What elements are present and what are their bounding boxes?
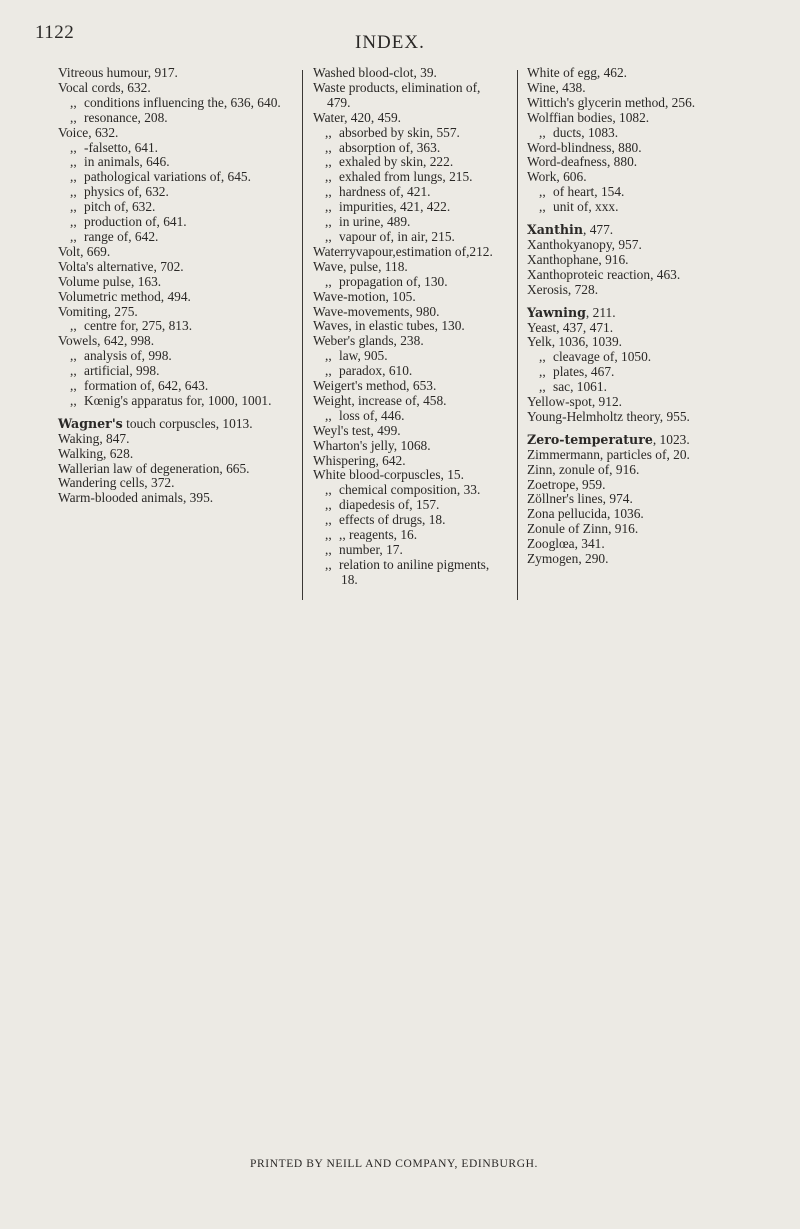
index-entry-text: Zinn, zonule of, 916.: [527, 461, 640, 477]
index-entry-text: relation to aniline pigments, 18.: [339, 556, 490, 587]
index-column-1: [58, 66, 296, 506]
ditto-mark: ,,: [325, 154, 332, 170]
index-subentry: [313, 558, 499, 588]
index-column-3: [527, 66, 767, 567]
index-headword: Zero-temperature: [527, 431, 653, 447]
index-entry: [58, 126, 296, 141]
index-entry: [58, 81, 296, 96]
ditto-mark: ,,: [70, 139, 77, 155]
index-entry: [527, 223, 767, 238]
index-entry-text: number, 17.: [339, 542, 403, 557]
ditto-mark: ,,: [539, 184, 546, 200]
index-entry-text: plates, 467.: [553, 364, 615, 380]
index-entry: [58, 417, 296, 432]
index-entry-text: , 211.: [585, 304, 616, 320]
index-subentry: [527, 365, 767, 380]
index-entry: [313, 66, 499, 81]
index-entry-text: Word-blindness, 880.: [527, 139, 642, 155]
index-entry-text: loss of, 446.: [339, 407, 405, 423]
index-entry-text: Wallerian law of degeneration, 665.: [58, 460, 250, 476]
index-entry-text: Vowels, 642, 998.: [58, 333, 155, 349]
index-headword: Xanthin: [527, 222, 584, 238]
ditto-mark: ,,: [325, 407, 332, 423]
index-entry-text: vapour of, in air, 215.: [339, 228, 455, 244]
index-entry-text: Volume pulse, 163.: [58, 273, 162, 289]
index-subentry: [58, 394, 296, 409]
index-entry: [527, 492, 767, 507]
index-entry: [58, 432, 296, 447]
index-entry-text: Warm-blooded animals, 395.: [58, 490, 214, 506]
index-subentry: [58, 185, 296, 200]
index-entry-text: artificial, 998.: [84, 363, 160, 379]
index-subentry: [313, 126, 499, 141]
index-entry: [527, 238, 767, 253]
index-entry-text: Zöllner's lines, 974.: [527, 491, 633, 507]
index-subentry: [58, 141, 296, 156]
index-subentry: [527, 380, 767, 395]
index-entry-text: White of egg, 462.: [527, 65, 628, 80]
index-entry-text: effects of drugs, 18.: [339, 512, 446, 528]
index-entry: [313, 439, 499, 454]
index-entry-text: analysis of, 998.: [84, 348, 172, 364]
index-entry: [527, 81, 767, 96]
ditto-mark: ,,: [325, 169, 332, 185]
index-entry-text: resonance, 208.: [84, 109, 168, 125]
index-subentry: [313, 275, 499, 290]
index-subentry: [58, 200, 296, 215]
ditto-mark: ,,: [325, 228, 332, 244]
index-entry: [58, 275, 296, 290]
index-entry-text: Washed blood-clot, 39.: [313, 65, 437, 80]
index-subentry: [313, 141, 499, 156]
index-subentry: [313, 543, 499, 558]
ditto-mark: ,,: [539, 124, 546, 140]
index-subentry: [58, 170, 296, 185]
index-entry-text: Yellow-spot, 912.: [527, 394, 622, 410]
index-entry-text: hardness of, 421.: [339, 184, 431, 200]
ditto-mark: ,,: [70, 214, 77, 230]
ditto-mark: ,,: [70, 199, 77, 215]
ditto-mark: ,,: [70, 169, 77, 185]
ditto-mark: ,,: [70, 363, 77, 379]
index-entry-text: physics of, 632.: [84, 184, 169, 200]
index-entry-text: Vitreous humour, 917.: [58, 65, 178, 80]
index-entry-text: Waking, 847.: [58, 430, 130, 446]
index-entry-text: Wine, 438.: [527, 79, 586, 95]
index-subentry: [58, 111, 296, 126]
ditto-mark: ,,: [70, 348, 77, 364]
index-entry: [313, 379, 499, 394]
index-entry: [313, 290, 499, 305]
ditto-mark: ,,: [70, 184, 77, 200]
index-entry-text: chemical composition, 33.: [339, 482, 481, 498]
index-entry: [527, 448, 767, 463]
index-entry: [527, 268, 767, 283]
ditto-mark: ,,: [325, 214, 332, 230]
index-entry-text: production of, 641.: [84, 214, 187, 230]
index-subentry: [58, 215, 296, 230]
index-entry-text: law, 905.: [339, 348, 388, 364]
index-entry-text: Wolffian bodies, 1082.: [527, 109, 650, 125]
ditto-mark: ,,: [325, 348, 332, 364]
index-entry: [527, 306, 767, 321]
index-subentry: [313, 230, 499, 245]
index-entry-text: unit of, xxx.: [553, 199, 619, 215]
index-entry-text: Kœnig's apparatus for, 1000, 1001.: [84, 392, 272, 408]
column-rule: [517, 70, 518, 600]
index-entry: [527, 552, 767, 567]
index-entry-text: in animals, 646.: [84, 154, 170, 170]
index-entry-text: conditions influencing the, 636, 640.: [84, 94, 281, 110]
index-entry-text: White blood-corpuscles, 15.: [313, 467, 464, 483]
index-entry-text: Zooglœa, 341.: [527, 536, 605, 552]
index-entry-text: impurities, 421, 422.: [339, 199, 451, 215]
ditto-mark: ,,: [325, 184, 332, 200]
index-entry: [313, 424, 499, 439]
index-entry-text: Zimmermann, particles of, 20.: [527, 446, 690, 462]
ditto-mark: ,,: [325, 527, 332, 543]
index-entry-text: Word-deafness, 880.: [527, 154, 638, 170]
ditto-mark: ,,: [325, 512, 332, 528]
ditto-mark: ,,: [539, 379, 546, 395]
index-subentry: [313, 498, 499, 513]
ditto-mark: ,,: [70, 228, 77, 244]
index-subentry: [313, 185, 499, 200]
index-entry-text: pathological variations of, 645.: [84, 169, 251, 185]
index-entry: [527, 478, 767, 493]
index-entry-text: Weber's glands, 238.: [313, 333, 424, 349]
index-entry-text: Wave, pulse, 118.: [313, 258, 408, 274]
index-subentry: [58, 319, 296, 334]
index-subentry: [58, 96, 296, 111]
index-entry-text: ducts, 1083.: [553, 124, 619, 140]
index-subentry: [58, 155, 296, 170]
index-headword: Wagner's: [58, 415, 123, 431]
index-entry: [527, 96, 767, 111]
index-entry-text: Xanthophane, 916.: [527, 251, 629, 267]
index-entry: [527, 537, 767, 552]
index-entry: [527, 395, 767, 410]
index-entry-text: Wittich's glycerin method, 256.: [527, 94, 696, 110]
index-entry-text: -falsetto, 641.: [84, 139, 159, 155]
index-entry-text: Waste products, elimination of, 479.: [313, 79, 481, 110]
index-entry-text: pitch of, 632.: [84, 199, 156, 215]
ditto-mark: ,,: [325, 124, 332, 140]
index-entry: [58, 290, 296, 305]
ditto-mark: ,,: [539, 364, 546, 380]
index-subentry: [313, 513, 499, 528]
index-subentry: [313, 200, 499, 215]
ditto-mark: ,,: [325, 199, 332, 215]
ditto-mark: ,,: [539, 199, 546, 215]
index-entry: [527, 522, 767, 537]
index-subentry: [527, 126, 767, 141]
index-subentry: [313, 528, 499, 543]
index-subentry: [527, 350, 767, 365]
index-entry: [313, 454, 499, 469]
ditto-mark: ,,: [70, 318, 77, 334]
index-entry-text: absorbed by skin, 557.: [339, 124, 460, 140]
index-entry-text: range of, 642.: [84, 228, 159, 244]
index-entry-text: Waterryvapour,estimation of,212.: [313, 243, 493, 259]
index-entry-text: Wave-movements, 980.: [313, 303, 440, 319]
index-entry-text: formation of, 642, 643.: [84, 378, 209, 394]
ditto-mark: ,,: [325, 497, 332, 513]
index-entry-text: cleavage of, 1050.: [553, 349, 652, 365]
index-entry: [313, 111, 499, 126]
index-entry-text: Water, 420, 459.: [313, 109, 402, 125]
index-entry-text: Walking, 628.: [58, 445, 134, 461]
index-entry: [527, 170, 767, 185]
index-entry: [313, 319, 499, 334]
index-subentry: [313, 170, 499, 185]
index-subentry: [58, 230, 296, 245]
index-headword: Yawning: [527, 304, 586, 320]
index-entry-text: Vomiting, 275.: [58, 303, 138, 319]
index-subentry: [58, 379, 296, 394]
index-subentry: [313, 349, 499, 364]
index-subentry: [313, 364, 499, 379]
index-entry-text: Volt, 669.: [58, 243, 111, 259]
ditto-mark: ,,: [325, 273, 332, 289]
index-entry-text: in urine, 489.: [339, 214, 411, 230]
index-entry: [313, 245, 499, 260]
index-entry: [527, 335, 767, 350]
ditto-mark: ,,: [325, 542, 332, 557]
index-entry: [527, 253, 767, 268]
index-entry-text: centre for, 275, 813.: [84, 318, 193, 334]
index-subentry: [527, 185, 767, 200]
index-entry-text: Waves, in elastic tubes, 130.: [313, 318, 465, 334]
index-subentry: [58, 364, 296, 379]
index-entry-text: Voice, 632.: [58, 124, 119, 140]
index-entry-text: Yelk, 1036, 1039.: [527, 334, 622, 350]
index-entry-text: , 477.: [583, 222, 614, 238]
index-entry-text: , 1023.: [652, 431, 690, 447]
column-rule: [302, 70, 303, 600]
index-entry: [58, 447, 296, 462]
index-entry: [313, 260, 499, 275]
index-subentry: [313, 409, 499, 424]
index-entry: [527, 155, 767, 170]
ditto-mark: ,,: [325, 482, 332, 498]
index-entry: [313, 334, 499, 349]
ditto-mark: ,,: [70, 154, 77, 170]
index-entry-text: Vocal cords, 632.: [58, 79, 151, 95]
index-entry-text: Wave-motion, 105.: [313, 288, 416, 304]
index-entry-text: sac, 1061.: [553, 379, 607, 395]
index-entry-text: paradox, 610.: [339, 363, 413, 379]
index-entry: [527, 433, 767, 448]
ditto-mark: ,,: [70, 94, 77, 110]
index-entry: [58, 305, 296, 320]
index-entry: [58, 476, 296, 491]
index-entry: [527, 283, 767, 298]
index-entry-text: Volumetric method, 494.: [58, 288, 191, 304]
index-entry: [527, 111, 767, 126]
index-entry-text: Whispering, 642.: [313, 452, 406, 468]
index-entry: [527, 463, 767, 478]
index-entry-text: Zonule of Zinn, 916.: [527, 521, 639, 537]
index-entry-text: touch corpuscles, 1013.: [122, 415, 253, 431]
index-entry-text: Wandering cells, 372.: [58, 475, 175, 491]
index-entry: [313, 305, 499, 320]
index-entry: [527, 66, 767, 81]
index-entry-text: Zymogen, 290.: [527, 551, 609, 567]
ditto-mark: ,,: [325, 556, 332, 572]
index-entry-text: exhaled from lungs, 215.: [339, 169, 473, 185]
printer-imprint: PRINTED BY NEILL AND COMPANY, EDINBURGH.: [250, 1158, 538, 1170]
index-subentry: [313, 155, 499, 170]
ditto-mark: ,,: [325, 139, 332, 155]
index-subentry: [527, 200, 767, 215]
index-entry: [527, 321, 767, 336]
index-entry-text: Zona pellucida, 1036.: [527, 506, 644, 522]
index-entry-text: ,, reagents, 16.: [339, 527, 418, 543]
index-column-2: [313, 66, 499, 588]
index-entry-text: Weigert's method, 653.: [313, 378, 437, 394]
index-entry-text: Zoetrope, 959.: [527, 476, 606, 492]
index-entry-text: propagation of, 130.: [339, 273, 448, 289]
index-subentry: [313, 483, 499, 498]
index-entry: [527, 141, 767, 156]
index-entry-text: exhaled by skin, 222.: [339, 154, 454, 170]
index-entry: [58, 66, 296, 81]
index-entry-text: diapedesis of, 157.: [339, 497, 440, 513]
ditto-mark: ,,: [539, 349, 546, 365]
index-entry-text: Weyl's test, 499.: [313, 422, 401, 438]
ditto-mark: ,,: [70, 392, 77, 408]
index-entry: [58, 245, 296, 260]
index-entry-text: Volta's alternative, 702.: [58, 258, 184, 274]
index-entry: [313, 394, 499, 409]
index-entry: [58, 491, 296, 506]
page-number: 1122: [35, 22, 75, 43]
index-entry-text: Young-Helmholtz theory, 955.: [527, 408, 690, 424]
index-entry: [58, 462, 296, 477]
index-entry-text: Wharton's jelly, 1068.: [313, 437, 431, 453]
index-entry-text: Xanthoproteic reaction, 463.: [527, 266, 681, 282]
index-entry-text: Weight, increase of, 458.: [313, 392, 447, 408]
index-entry-text: of heart, 154.: [553, 184, 625, 200]
ditto-mark: ,,: [70, 378, 77, 394]
index-entry: [313, 81, 499, 111]
index-entry-text: Yeast, 437, 471.: [527, 319, 614, 335]
index-entry-text: absorption of, 363.: [339, 139, 441, 155]
index-subentry: [58, 349, 296, 364]
index-entry-text: Work, 606.: [527, 169, 587, 185]
ditto-mark: ,,: [325, 363, 332, 379]
ditto-mark: ,,: [70, 109, 77, 125]
index-entry-text: Xanthokyanopy, 957.: [527, 236, 642, 252]
index-entry: [313, 468, 499, 483]
index-entry: [527, 507, 767, 522]
index-subentry: [313, 215, 499, 230]
index-entry: [58, 334, 296, 349]
running-title: INDEX.: [355, 32, 425, 53]
index-entry: [58, 260, 296, 275]
index-entry: [527, 410, 767, 425]
index-entry-text: Xerosis, 728.: [527, 281, 599, 297]
